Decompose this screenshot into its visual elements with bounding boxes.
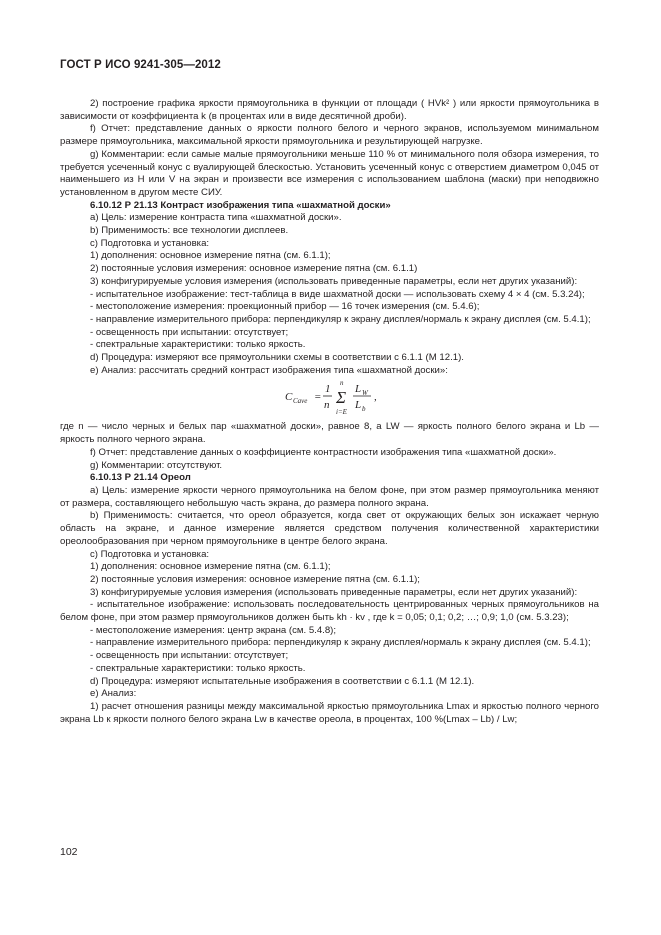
paragraph: a) Цель: измерение яркости черного прямоугольника на белом фоне, при этом размер прямоугольника меняют от размера, составляющего небольшую часть экрана, до размера полного экрана. <box>60 484 599 509</box>
paragraph: 2) постоянные условия измерения: основное измерение пятна (см. 6.1.1) <box>90 263 418 275</box>
formula-frac-num-sub: W <box>362 389 368 398</box>
paragraph: - освещенность при испытании: отсутствует; <box>90 650 289 662</box>
formula-lhs-sub: Cave <box>293 397 308 406</box>
paragraph: где n — число черных и белых пар «шахматной доски», равное 8, а LW — яркость полного белого экрана и Lb — яркость полного черного экрана. <box>60 421 599 446</box>
paragraph: 1) дополнения: основное измерение пятна (см. 6.1.1); <box>90 250 331 262</box>
paragraph: - спектральные характеристики: только яркость. <box>90 662 306 674</box>
paragraph: 3) конфигурируемые условия измерения (использовать приведенные параметры, если нет других указаний): <box>90 586 578 598</box>
paragraph: c) Подготовка и установка: <box>90 548 210 560</box>
paragraph: d) Процедура: измеряют все прямоугольники схемы в соответствии с 6.1.1 (М 12.1). <box>90 352 464 364</box>
paragraph: 2) постоянные условия измерения: основное измерение пятна (см. 6.1.1); <box>90 573 420 585</box>
paragraph: - направление измерительного прибора: перпендикуляр к экрану дисплея/нормаль к экрану дисплея (см. 5.4.1); <box>90 637 591 649</box>
paragraph: - испытательное изображение: использовать последовательность центрированных черных прямоугольников на белом фоне, при этом размер прямоугольников должен быть kh · kv , где k = 0,05; 0,1; 0,2; …; 0,9; 1,0 (см. 5.3.23); <box>60 599 599 624</box>
paragraph: 1) расчет отношения разницы между максимальной яркостью прямоугольника Lmax и яркостью полного черного экрана Lb к яркости полного белого экрана Lw в качестве ореола, в процентах, 100 %(Lmax – Lb) / Lw; <box>60 700 599 725</box>
paragraph: - испытательное изображение: тест-таблица в виде шахматной доски — использовать схему 4 × 4 (см. 5.3.24); <box>90 288 585 300</box>
paragraph: f) Отчет: представление данных о яркости полного белого и черного экранов, используемом минимальном размере прямоугольника, максимальной яркости прямоугольника и результирующей нагрузке. <box>60 123 599 148</box>
formula-frac-num: L <box>355 383 362 396</box>
document-body <box>60 98 599 726</box>
paragraph: - местоположение измерения: центр экрана (см. 5.4.8); <box>90 624 337 636</box>
section-heading: 6.10.13 Р 21.14 Ореол <box>90 472 191 484</box>
formula-sum-bottom: i=E <box>336 408 347 417</box>
formula-comma: , <box>374 391 377 404</box>
paragraph: g) Комментарии: если самые малые прямоугольники меньше 110 % от минимального поля обзора измерения, то требуется усеченный конус с вуалирующей блескостью. Установить усеченный конус с отверстием диаметром 0,045 от наименьшего из H или V на экран и произвести все измерения с использованием шаблона (маски) при неподвижно установленном в другом месте СИУ. <box>60 148 599 198</box>
paragraph: - направление измерительного прибора: перпендикуляр к экрану дисплея/нормаль к экрану дисплея (см. 5.4.1); <box>90 313 591 325</box>
paragraph: e) Анализ: <box>90 688 137 700</box>
paragraph: b) Применимость: считается, что ореол образуется, когда свет от окружающих белых зон искажает черную область на экране, и данное измерение является средством получения количественной характеристики ореолообразования при черном прямоугольнике в центре белого экрана. <box>60 510 599 547</box>
paragraph: b) Применимость: все технологии дисплеев. <box>90 225 289 237</box>
paragraph: - спектральные характеристики: только яркость. <box>90 339 306 351</box>
formula-coef-num: 1 <box>325 383 331 396</box>
formula-frac-den: L <box>355 399 362 412</box>
formula-sigma: Σ <box>336 388 347 408</box>
paragraph: - местоположение измерения: проекционный прибор — 16 точек измерения (см. 5.4.6); <box>90 301 480 313</box>
page-number: 102 <box>60 846 78 858</box>
formula-equals: = <box>314 391 322 404</box>
paragraph: g) Комментарии: отсутствуют. <box>90 459 223 471</box>
formula-frac-den-sub: b <box>362 405 366 414</box>
formula-sum-top: n <box>340 379 344 388</box>
formula-coef-den: n <box>324 399 330 412</box>
paragraph: 1) дополнения: основное измерение пятна (см. 6.1.1); <box>90 561 331 573</box>
formula-lhs: C <box>285 391 293 404</box>
paragraph: c) Подготовка и установка: <box>90 237 210 249</box>
section-heading: 6.10.12 Р 21.13 Контраст изображения типа «шахматной доски» <box>90 199 391 211</box>
paragraph: d) Процедура: измеряют испытательные изображения в соответствии с 6.1.1 (М 12.1). <box>90 675 475 687</box>
paragraph: - освещенность при испытании: отсутствует; <box>90 326 289 338</box>
paragraph: f) Отчет: представление данных о коэффициенте контрастности изображения типа «шахматной доски». <box>90 446 557 458</box>
contrast-formula <box>60 378 599 420</box>
formula-svg <box>285 378 405 420</box>
paragraph: 2) построение графика яркости прямоугольника в функции от площади ( HVk² ) или яркости прямоугольника в зависимости от коэффициента k (в процентах или в виде десятичной дроби). <box>60 98 599 122</box>
paragraph: 3) конфигурируемые условия измерения (использовать приведенные параметры, если нет других указаний): <box>90 275 578 287</box>
document-header: ГОСТ Р ИСО 9241-305—2012 <box>60 59 221 71</box>
paragraph: a) Цель: измерение контраста типа «шахматной доски». <box>90 212 342 224</box>
paragraph: e) Анализ: рассчитать средний контраст изображения типа «шахматной доски»: <box>90 364 448 376</box>
